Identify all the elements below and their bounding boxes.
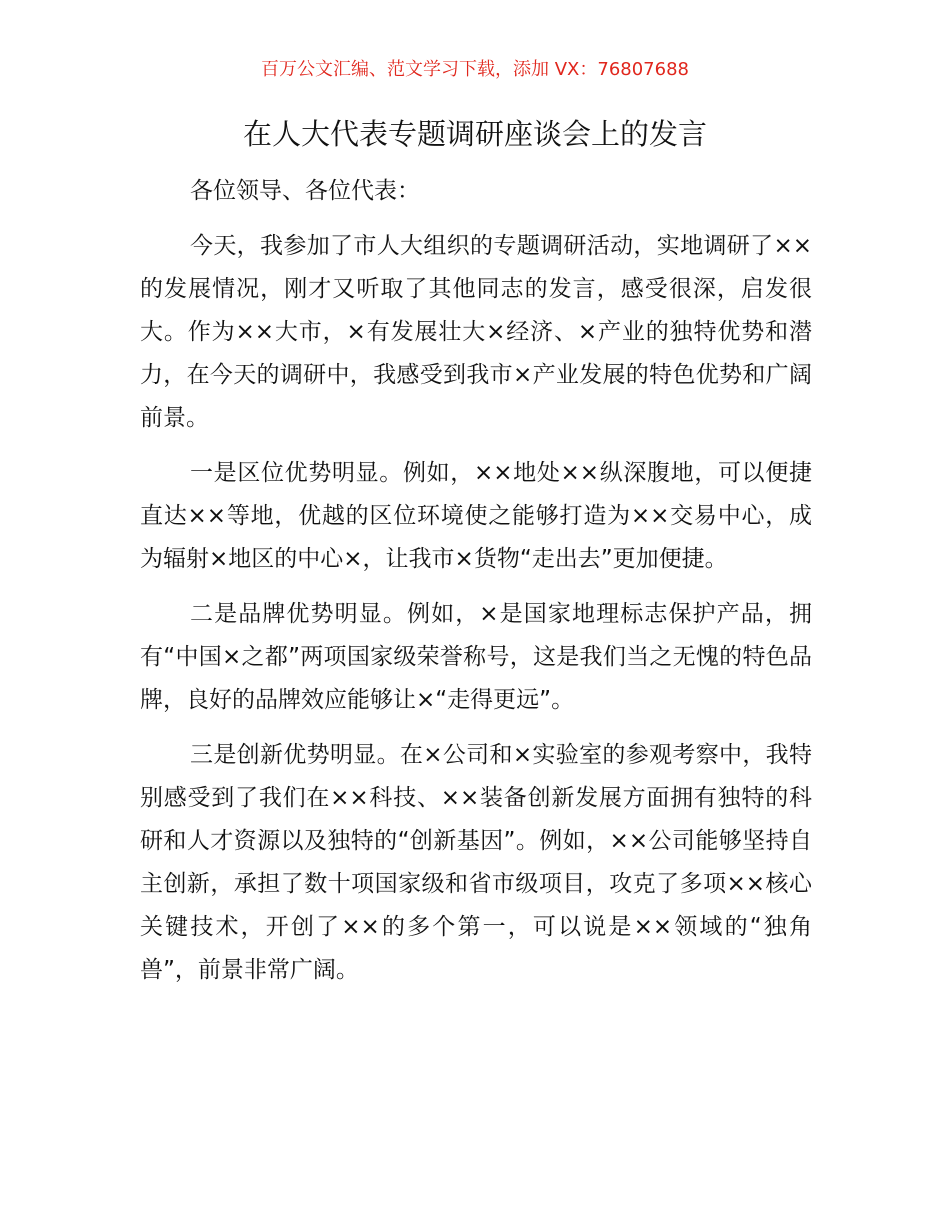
paragraph-intro: 今天，我参加了市人大组织的专题调研活动，实地调研了××的发展情况，刚才又听取了其他同志的发言，感受很深，启发很大。作为××大市，×有发展壮大×经济、×产业的独特优势和潜力，在今天的调研中，我感受到我市×产业发展的特色优势和广阔前景。 [140,233,812,431]
watermark-header: 百万公文汇编、范文学习下载，添加 VX：76807688 [261,59,689,80]
document-body [140,170,812,992]
paragraph-innovation-advantage: 三是创新优势明显。在×公司和×实验室的参观考察中，我特别感受到了我们在××科技、××装备创新发展方面拥有独特的科研和人才资源以及独特的“创新基因”。例如，××公司能够坚持自主创新，承担了数十项国家级和省市级项目，攻克了多项××核心关键技术，开创了××的多个第一，可以说是××领域的“独角兽”，前景非常广阔。 [140,742,812,983]
greeting-line: 各位领导、各位代表： [190,178,420,204]
paragraph-location-advantage: 一是区位优势明显。例如，××地处××纵深腹地，可以便捷直达××等地，优越的区位环境使之能够打造为××交易中心，成为辐射×地区的中心×，让我市×货物“走出去”更加便捷。 [140,460,812,572]
document-title: 在人大代表专题调研座谈会上的发言 [242,117,707,151]
paragraph-brand-advantage: 二是品牌优势明显。例如，×是国家地理标志保护产品，拥有“中国×之都”两项国家级荣誉称号，这是我们当之无愧的特色品牌，良好的品牌效应能够让×“走得更远”。 [140,601,812,713]
